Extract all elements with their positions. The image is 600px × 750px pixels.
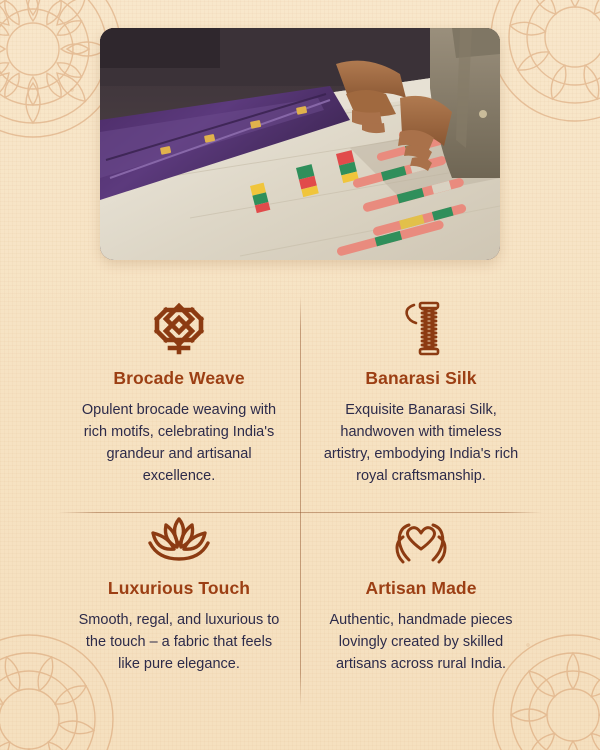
feature-item-artisan-made — [300, 500, 542, 710]
silk-spool-icon — [396, 298, 446, 360]
feature-description: Opulent brocade weaving with rich motifs, celebrating India's grandeur and artisanal excellence. — [81, 402, 277, 485]
feature-description: Exquisite Banarasi Silk, handwoven with timeless artistry, embodying India's rich royal craftsmanship. — [323, 402, 519, 485]
feature-title: Luxurious Touch — [107, 578, 251, 598]
lotus-icon — [144, 508, 214, 570]
feature-grid — [58, 290, 542, 710]
feature-item-banarasi-silk — [300, 290, 542, 500]
brocade-knot-icon — [148, 298, 210, 360]
handloom-weaving-photo — [100, 28, 500, 260]
feature-description: Smooth, regal, and luxurious to the touch – a fabric that feels like pure elegance. — [78, 612, 280, 673]
feature-item-luxurious-touch — [58, 500, 300, 710]
feature-item-brocade-weave — [58, 290, 300, 500]
feature-title: Artisan Made — [365, 578, 477, 598]
hands-heart-icon — [389, 508, 453, 570]
feature-title: Banarasi Silk — [365, 368, 477, 388]
feature-description: Authentic, handmade pieces lovingly created by skilled artisans across rural India. — [329, 612, 513, 673]
feature-title: Brocade Weave — [113, 368, 245, 388]
